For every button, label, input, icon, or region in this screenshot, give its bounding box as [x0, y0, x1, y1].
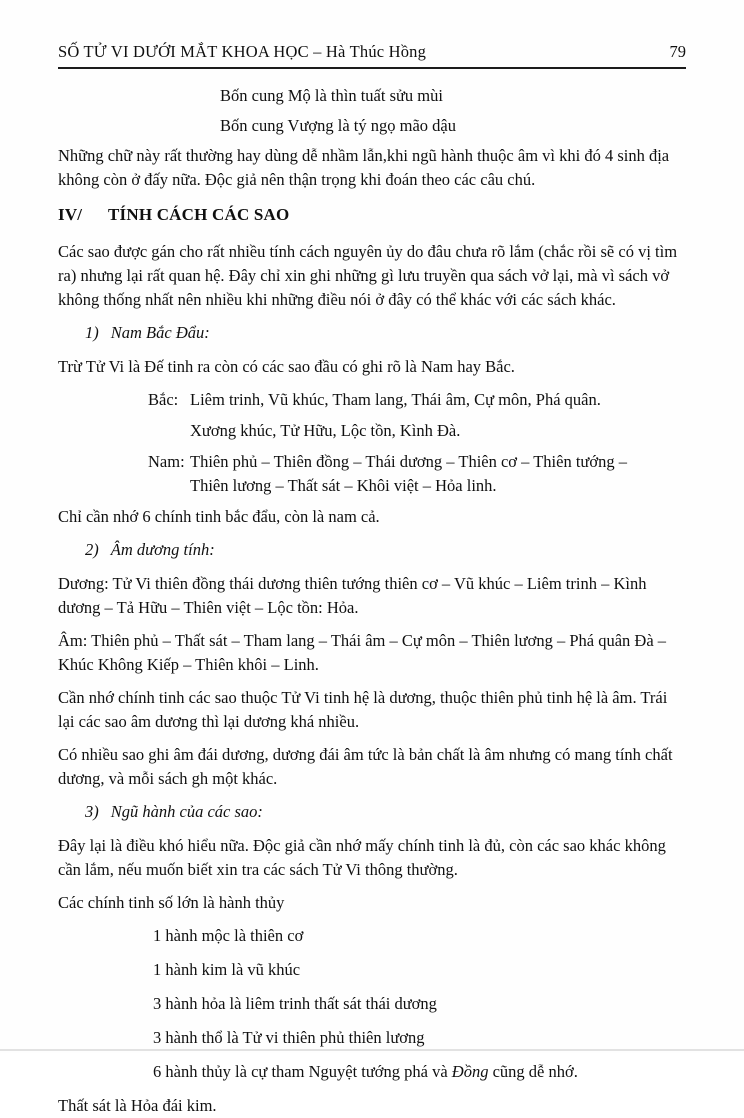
subsection-2-title: Âm dương tính: — [110, 540, 215, 559]
sub3-intro: Đây lại là điều khó hiểu nữa. Độc giả cần nhớ mấy chính tinh là đủ, còn các sao khác không cần lắm, nếu muốn biết xin tra các sách Tử Vi thông thường. — [58, 836, 666, 879]
section-number: IV/ — [58, 205, 83, 224]
sub1-lead: Trừ Tử Vi là Đế tinh ra còn có các sao đầu có ghi rõ là Nam hay Bắc. — [58, 357, 515, 376]
book-title: SỐ TỬ VI DƯỚI MẮT KHOA HỌC – Hà Thúc Hồng — [58, 42, 427, 61]
closing-line: Thất sát là Hỏa đái kim. — [58, 1096, 217, 1115]
subsection-3-title: Ngũ hành của các sao: — [110, 802, 263, 821]
section-intro: Các sao được gán cho rất nhiều tính cách nguyên ủy do đâu chưa rõ lắm (chắc rồi sẽ có vị tìm ra) nhưng lại rất quan hệ. Đây chỉ xin ghi những gì lưu truyền qua sách vở lại, mà vì sách vở không thống nhất nên nhiều khi những điều nói ở đây có thể khác với các sách khác. — [58, 242, 678, 309]
hanh-item-hoa: 3 hành hỏa là liêm trinh thất sát thái dương — [153, 994, 437, 1013]
hanh-item-thuy-italic: Đồng — [451, 1062, 489, 1081]
subsection-1-heading — [85, 321, 686, 345]
nam-stars-line2: Thiên lương – Thất sát – Khôi việt – Hỏa linh. — [190, 476, 497, 495]
hanh-item-tho: 3 hành thổ là Tử vi thiên phủ thiên lương — [153, 1028, 425, 1047]
nam-stars-line1: Thiên phủ – Thiên đồng – Thái dương – Thiên cơ – Thiên tướng – — [190, 452, 627, 471]
couplet — [58, 84, 686, 138]
hanh-item-kim: 1 hành kim là vũ khúc — [153, 960, 301, 979]
subsection-1-title: Nam Bắc Đẩu: — [110, 323, 210, 342]
duong-paragraph: Dương: Tử Vi thiên đồng thái dương thiên tướng thiên cơ – Vũ khúc – Liêm trinh – Kình dương – Tả Hữu – Thiên việt – Lộc tồn: Hỏa. — [58, 574, 647, 617]
sub1-note: Chỉ cần nhớ 6 chính tinh bắc đẩu, còn là nam cả. — [58, 507, 380, 526]
am-paragraph: Âm: Thiên phủ – Thất sát – Tham lang – Thái âm – Cự môn – Thiên lương – Phá quân Đà – Khúc Không Kiếp – Thiên khôi – Linh. — [58, 631, 667, 674]
hanh-item-thuy — [153, 1060, 686, 1088]
running-header — [58, 40, 686, 64]
hanh-item-thuy-pre: 6 hành thủy là cự tham Nguyệt tướng phá và — [153, 1062, 452, 1081]
page-bottom-edge — [0, 1049, 744, 1051]
section-title: TÍNH CÁCH CÁC SAO — [108, 205, 290, 224]
section-heading — [58, 203, 686, 227]
subsection-3-number: 3) — [85, 802, 99, 821]
page-number: 79 — [669, 42, 686, 61]
bac-label: Bắc: — [148, 390, 179, 409]
subsection-2-number: 2) — [85, 540, 99, 559]
sub2-note2: Có nhiều sao ghi âm đái dương, dương đái âm tức là bản chất là âm nhưng có mang tính chất dương, và mỗi sách gh một khác. — [58, 745, 673, 788]
bac-row — [148, 388, 686, 412]
subsection-1-number: 1) — [85, 323, 99, 342]
sub3-lead: Các chính tinh số lớn là hành thủy — [58, 893, 285, 912]
subsection-3-heading — [85, 800, 686, 824]
subsection-2-heading — [85, 538, 686, 562]
nam-label: Nam: — [148, 452, 185, 471]
bac-stars-line2: Xương khúc, Tử Hữu, Lộc tồn, Kình Đà. — [190, 421, 461, 440]
header-rule — [58, 67, 686, 69]
couplet-line-1: Bốn cung Mộ là thìn tuất sửu mùi — [220, 86, 443, 105]
nam-row — [148, 450, 686, 474]
couplet-line-2: Bốn cung Vượng là tý ngọ mão dậu — [220, 116, 456, 135]
hanh-item-moc: 1 hành mộc là thiên cơ — [153, 926, 304, 945]
intro-note: Những chữ này rất thường hay dùng dễ nhầm lẫn,khi ngũ hành thuộc âm vì khi đó 4 sinh địa không còn ở đấy nữa. Độc giả nên thận trọng khi đoán theo các câu chú. — [58, 146, 670, 189]
hanh-item-thuy-post: cũng dễ nhớ. — [488, 1062, 578, 1081]
bac-stars-line1: Liêm trinh, Vũ khúc, Tham lang, Thái âm, Cự môn, Phá quân. — [190, 390, 601, 409]
sub2-note1: Cần nhớ chính tinh các sao thuộc Tử Vi tinh hệ là dương, thuộc thiên phủ tinh hệ là âm. Trái lại các sao âm dương thì lại dương khá nhiều. — [58, 688, 668, 731]
